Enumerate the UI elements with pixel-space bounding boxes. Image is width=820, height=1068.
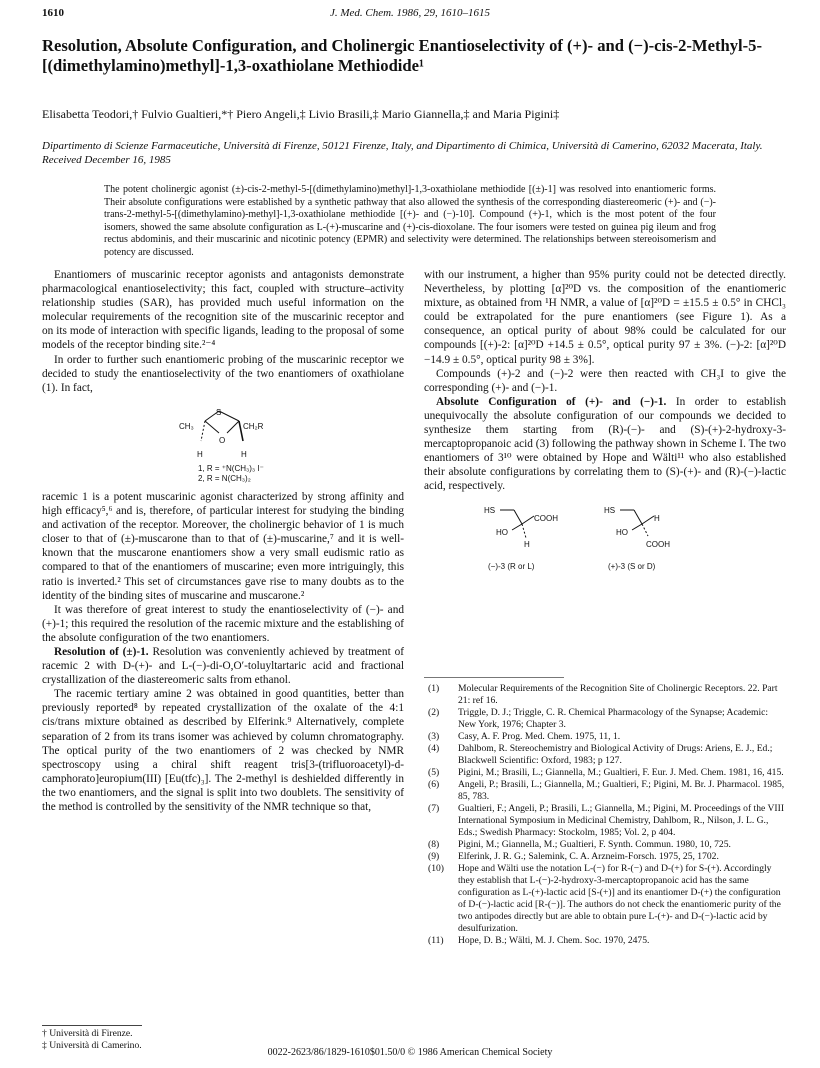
struct-cooh: COOH [534,513,558,523]
reference-text: Pigini, M.; Giannella, M.; Gualtieri, F. Synth. Commun. 1980, 10, 725. [458,839,731,850]
reference-number: (3) [428,731,440,742]
reference-text: Gualtieri, F.; Angeli, P.; Brasili, L.; Giannella, M.; Pigini, M. Proceedings of the VIII International Symposium in Medicinal Chemistry, Dahlbom, R., Nilson, J. L. G., Eds.; Swedish Pharmacy: Stockolm, 1985; Vol. 2, p 404. [458,803,785,838]
reference-item [424,731,786,743]
reference-text: Casy, A. F. Prog. Med. Chem. 1975, 11, 1. [458,731,621,742]
reference-item [424,683,786,707]
reference-item [424,839,786,851]
struct-o: O [219,435,226,445]
paragraph-text: Resolution was conveniently achieved by treatment of racemic 2 with D-(+)- and L-(−)-di-O,O′-toluyltartaric acid and fractional crystallization of the diastereomeric salts from ethanol. [42,645,404,687]
structure-r [484,502,574,572]
references [424,673,786,947]
paragraph [424,395,786,494]
struct-label-s: (+)-3 (S or D) [608,561,656,571]
page-header [42,7,778,23]
reference-item [424,935,786,947]
paragraph: racemic 1 is a potent muscarinic agonist characterized by strong affinity and high efficacy⁵,⁶ and is, therefore, of particular interest for studying the binding and activation of the receptor. Moreover, the cholinergic behavior of 1 is much closer to that of (±)-muscarone than to that of (±)-muscarine,⁷ and it is well-known that the muscarone enantiomers show a very small eudismic ratio as compared to that of the enantiomers of muscarine; even more intriguingly, this ratio is inverted.² This set of circumstances gave rise to many doubts as to the identity of the binding sites of muscarine and muscarone.² [42,490,404,602]
affiliations: Dipartimento di Scienze Farmaceutiche, Università di Firenze, 50121 Firenze, Italy, and Dipartimento di Chimica, Università di Camerino, 62032 Macerata, Italy. Received December 16, 1985 [42,140,763,166]
struct-hs: HS [604,505,616,515]
reference-item [424,767,786,779]
struct-line1: 1, R = ⁺N(CH₃)₃ I⁻ [198,463,264,473]
paragraph: In order to further such enantiomeric probing of the muscarinic receptor we decided to study the enantioselectivity of the two enantiomers of oxathiolane (1). In fact, [42,353,404,394]
struct-hs: HS [484,505,496,515]
struct-ho: HO [496,527,508,537]
structure-s [604,502,694,572]
mercaptopropanoic-structures [424,502,786,578]
struct-h: H [654,513,660,523]
struct-label-r: (−)-3 (R or L) [488,561,535,571]
author-list: Elisabetta Teodori,† Fulvio Gualtieri,*† Piero Angeli,‡ Livio Brasili,‡ Mario Giannella,‡ and Maria Pigini‡ [42,107,560,121]
reference-item [424,803,786,839]
reference-text: Molecular Requirements of the Recognition Site of Cholinergic Receptors. 22. Part 21: ref 16. [458,683,778,706]
paragraph [42,645,404,687]
reference-text: Triggle, D. J.; Triggle, C. R. Chemical Pharmacology of the Synapse; Academic: New York, 1976; Chapter 3. [458,707,769,730]
reference-number: (5) [428,767,440,778]
struct-h2: H [241,449,247,459]
paragraph: with our instrument, a higher than 95% purity could not be detected directly. Nevertheless, by plotting [α]²⁰D vs. the composition of the enantiomeric mixture, as obtained from ¹H NMR, a value of [α]²⁰D = ±15.5 ± 0.5° in CHCl₃ could be extrapolated for the pure enantiomers (see Figure 1). As a consequence, an optical purity of about 98% could be calculated for our compounds [(+)-2: [α]²⁰D +14.5 ± 0.5°, optical purity 97 ± 3%. (−)-2: [α]²⁰D −14.9 ± 0.5°, optical purity 98 ± 3%]. [424,269,786,366]
struct-h: H [524,539,530,549]
struct-h1: H [197,449,203,459]
struct-cooh: COOH [646,539,670,549]
journal-citation: J. Med. Chem. 1986, 29, 1610–1615 [329,7,491,19]
reference-number: (9) [428,851,440,862]
reference-item [424,863,786,935]
reference-text: Elferink, J. R. G.; Salemink, C. A. Arzneim-Forsch. 1975, 25, 1702. [458,851,719,862]
reference-text: Hope, D. B.; Wälti, M. J. Chem. Soc. 1970, 2475. [458,935,650,946]
struct-ch3: CH₃ [179,421,194,431]
reference-number: (7) [428,803,440,814]
paragraph: The racemic tertiary amine 2 was obtained in good quantities, better than previously reported⁸ by repeated crystallization of the oxalate of the 4:1 cis/trans mixture obtained as described by Elferink.⁹ Alternatively, complete separation of 2 from its trans isomer was achieved by column chromatography. The optical purity of the two enantiomers of 2 was checked by NMR spectroscopy using a chiral shift reagent tris[3-(trifluoroacetyl)-d-camphorato]europium(III) [Eu(tfc)₃]. The 2-methyl is deshielded differently in the two enantiomers, and the signal is split into two doublets. The sensitivity of the method is controlled by the sensitivity of the NMR technique so that, [42,688,404,813]
struct-ho: HO [616,527,628,537]
struct-s: S [216,407,222,417]
page-number: 1610 [42,7,64,19]
reference-number: (6) [428,779,440,790]
reference-number: (1) [428,683,440,694]
reference-text: Angeli, P.; Brasili, L.; Giannella, M.; Gualtieri, F.; Pigini, M. Br. J. Pharmacol. 1985, 85, 783. [458,779,785,802]
left-column [42,268,404,814]
section-heading: Absolute Configuration of (+)- and (−)-1. [436,395,667,408]
oxathiolane-structure [42,401,404,484]
paragraph: Enantiomers of muscarinic receptor agonists and antagonists demonstrate pharmacological enantioselectivity; this fact, coupled with structure–activity relationship studies (SAR), has provided much useful information on the molecular requirements of the recognition site of the muscarinic receptor and on its mode of interaction with specific ligands, leading to the proposal of some models of the receptor binding site.²⁻⁴ [42,269,404,352]
paragraph: It was therefore of great interest to study the enantioselectivity of (−)- and (+)-1; this required the resolution of the racemic mixture and the establishing of the absolute configuration of the two enantiomers. [42,603,404,644]
reference-number: (8) [428,839,440,850]
reference-text: Dahlbom, R. Stereochemistry and Biological Activity of Drugs: Ariens, E. J., Ed.; Blackwell Scientific: Oxford, 1983; p 127. [458,743,773,766]
reference-list [424,683,786,947]
struct-ch2r: CH₂R [243,421,264,431]
reference-number: (10) [428,863,444,874]
reference-item [424,779,786,803]
reference-text: Hope and Wälti use the notation L-(−) for R-(−) and D-(+) for S-(+). Accordingly they establish that L-(−)-2-hydroxy-3-mercaptopropanoic acid has the same configuration as L-(+)-lactic acid [S-(+)] and its enantiomer D-(+) the configuration of D-(−)-lactic acid [R-(−)]. The authors do not check the enantiomeric purity of the two antipodes directly but are able to obtain pure L-(+)- and D-(−)-lactic acid by desulfurization. [458,863,781,934]
reference-item [424,743,786,767]
abstract: The potent cholinergic agonist (±)-cis-2-methyl-5-[(dimethylamino)methyl]-1,3-oxathiolane methiodide [(±)-1] was resolved into enantiomeric forms. Their absolute configurations were established by a synthetic pathway that also allowed the synthesis of the corresponding diastereomeric (+)- and (−)-trans-2-methyl-5-[(dimethylamino)-methyl]-1,3-oxathiolane methiodide [(+)- and (−)-10]. Compound (+)-1, which is the most potent of the four isomers, showed the same absolute configuration as L-(+)-muscarine and (+)-cis-dioxolane. The four isomers were tested on guinea pig ileum and frog rectus abdominis, and their muscarinic and nicotinic potency (EPMR) and selectivity were determined. The relationships between stereoisomerism and potency are discussed. [104,184,716,258]
reference-number: (11) [428,935,444,946]
reference-item [424,707,786,731]
copyright-line: 0022-2623/86/1829-1610$01.50/0 © 1986 American Chemical Society [267,1047,553,1058]
right-column [424,268,786,578]
reference-divider [424,677,564,678]
paragraph: Compounds (+)-2 and (−)-2 were then reacted with CH₃I to give the corresponding (+)- and (−)-1. [424,367,786,394]
reference-number: (4) [428,743,440,754]
article-title: Resolution, Absolute Configuration, and Cholinergic Enantioselectivity of (+)- and (−)-cis-2-Methyl-5-[(dimethylamino)methyl]-1,3-oxathiolane Methiodide¹ [42,36,762,75]
footnote-divider [42,1025,142,1026]
footnote: † Università di Firenze. [42,1028,133,1039]
paragraph-text: In order to establish unequivocally the absolute configuration of our compounds we decided to synthesize them starting from (R)-(−)- and (S)-(+)-2-hydroxy-3-mercaptopropanoic acid (3) following the pathway shown in Scheme I. The two enantiomers of 3¹⁰ were obtained by Hope and Wälti¹¹ who also established their absolute configurations by correlating them to (S)-(+)- and (R)-(−)-lactic acid, respectively. [424,395,786,493]
reference-number: (2) [428,707,440,718]
section-heading: Resolution of (±)-1. [54,645,149,658]
struct-line2: 2, R = N(CH₃)₂ [198,473,251,483]
reference-item [424,851,786,863]
reference-text: Pigini, M.; Brasili, L.; Giannella, M.; Gualtieri, F. Eur. J. Med. Chem. 1981, 16, 415. [458,767,784,778]
footnote: ‡ Università di Camerino. [42,1040,142,1051]
